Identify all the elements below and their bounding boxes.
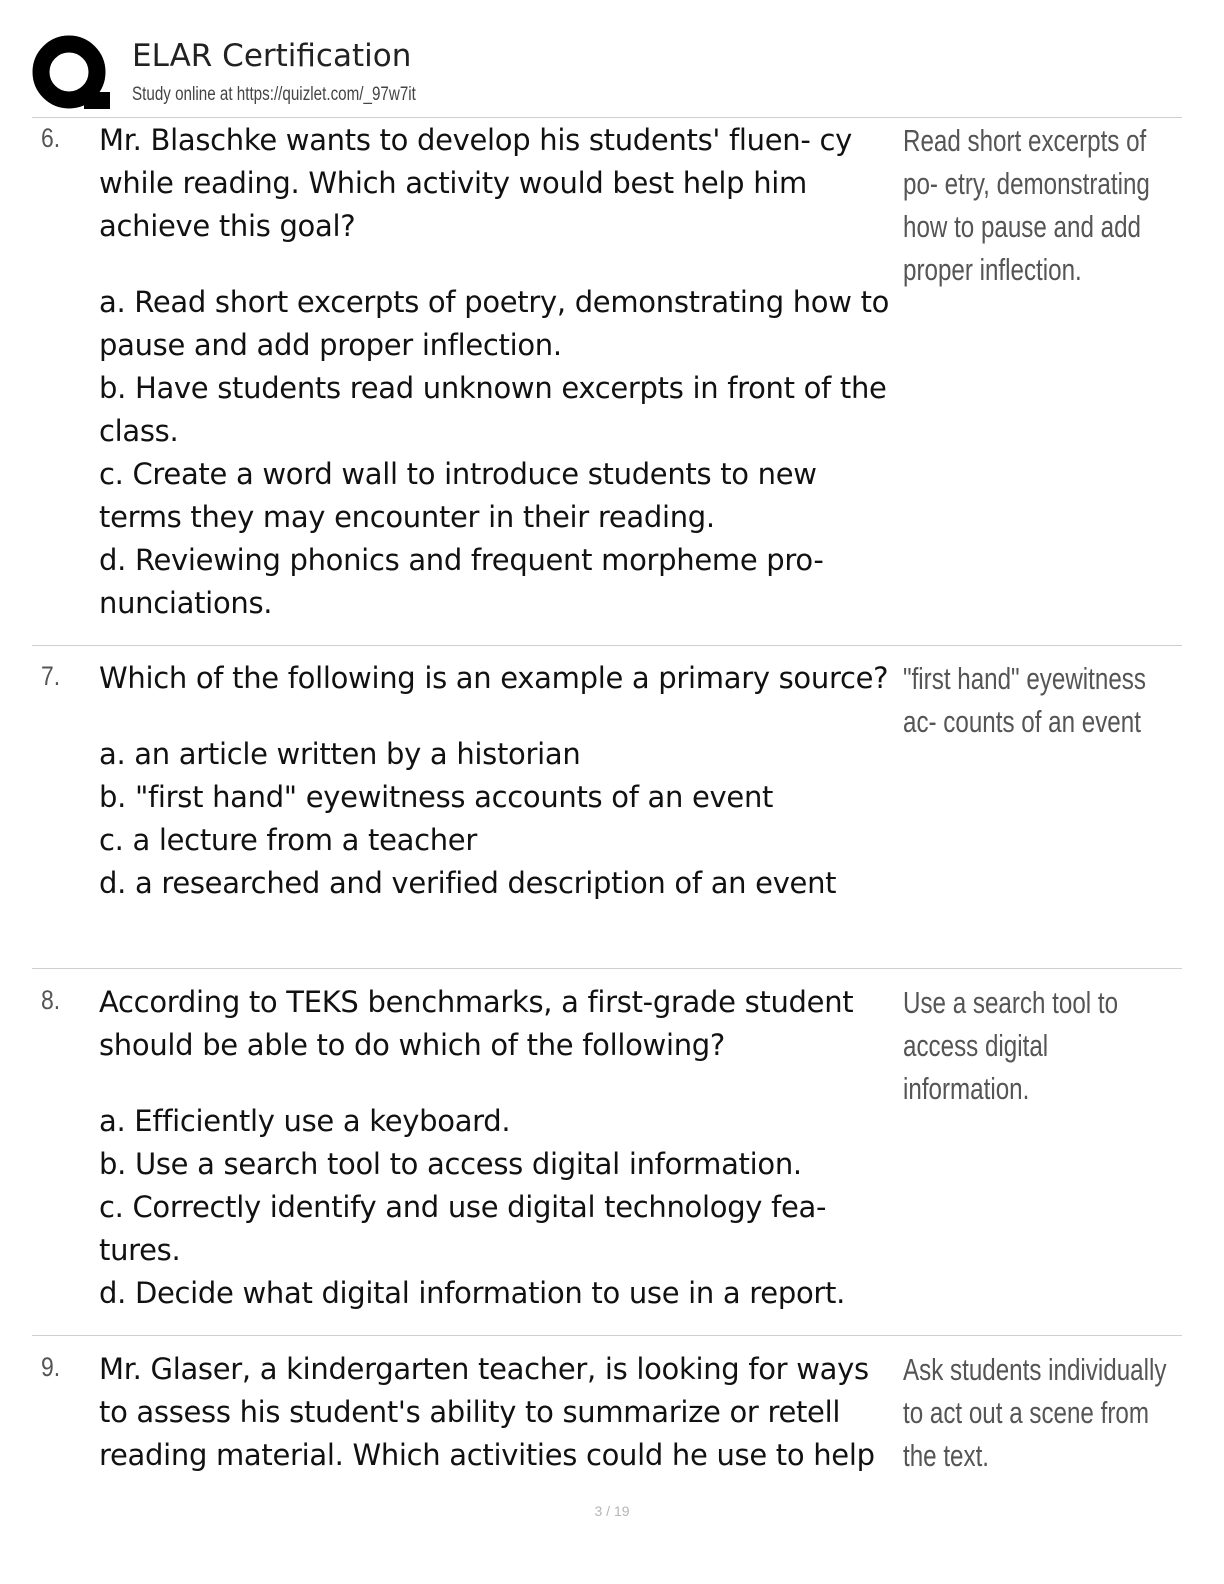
option-a: a. an article written by a historian [99,737,581,771]
option-c: c. a lecture from a teacher [99,823,477,857]
divider [32,117,1182,118]
option-b: b. "first hand" eyewitness accounts of an event [99,780,774,814]
question-prompt: According to TEKS benchmarks, a first-grade student should be able to do which of the following? [99,985,854,1062]
answer-options [99,281,899,625]
option-b: b. Have students read unknown excerpts in front of the class. [99,371,887,448]
option-c: c. Correctly identify and use digital technology fea- tures. [99,1190,827,1267]
answer-text: Use a search tool to access digital information. [903,985,1119,1106]
question-prompt: Mr. Glaser, a kindergarten teacher, is looking for ways to assess his student's ability to summarize or retell reading material. Which activities could he use to help [99,1352,875,1472]
answer-options [99,733,899,905]
page-number: 3 / 19 [594,1503,630,1519]
divider [32,968,1182,969]
option-d: d. Reviewing phonics and frequent morpheme pro- nunciations. [99,543,824,620]
divider [32,645,1182,646]
document-header [32,32,1182,116]
answer-text: "first hand" eyewitness ac- counts of an event [903,661,1146,739]
question-number: 7. [41,661,61,691]
question-number: 8. [41,985,61,1015]
option-a: a. Efficiently use a keyboard. [99,1104,511,1138]
question-prompt: Mr. Blaschke wants to develop his students' fluen- cy while reading. Which activity would best help him achieve this goal? [99,123,852,243]
question-body [99,657,899,905]
quizlet-logo-icon [32,34,110,112]
question-body [99,1348,899,1477]
answer-text: Ask students individually to act out a scene from the text. [903,1352,1167,1473]
divider [32,1335,1182,1336]
option-d: d. Decide what digital information to use in a report. [99,1276,845,1310]
question-prompt: Which of the following is an example a primary source? [99,661,889,695]
question-body [99,981,899,1315]
answer-text: Read short excerpts of po- etry, demonstrating how to pause and add proper inflection. [903,123,1150,287]
answer-options [99,1100,899,1315]
question-body [99,119,899,625]
question-number: 6. [41,123,61,153]
document-title: ELAR Certification [132,38,412,74]
option-a: a. Read short excerpts of poetry, demonstrating how to pause and add proper inflection. [99,285,890,362]
study-online-link[interactable]: Study online at https://quizlet.com/_97w7it [132,84,416,105]
option-c: c. Create a word wall to introduce students to new terms they may encounter in their reading. [99,457,817,534]
option-d: d. a researched and verified description of an event [99,866,837,900]
question-number: 9. [41,1352,61,1382]
option-b: b. Use a search tool to access digital information. [99,1147,802,1181]
